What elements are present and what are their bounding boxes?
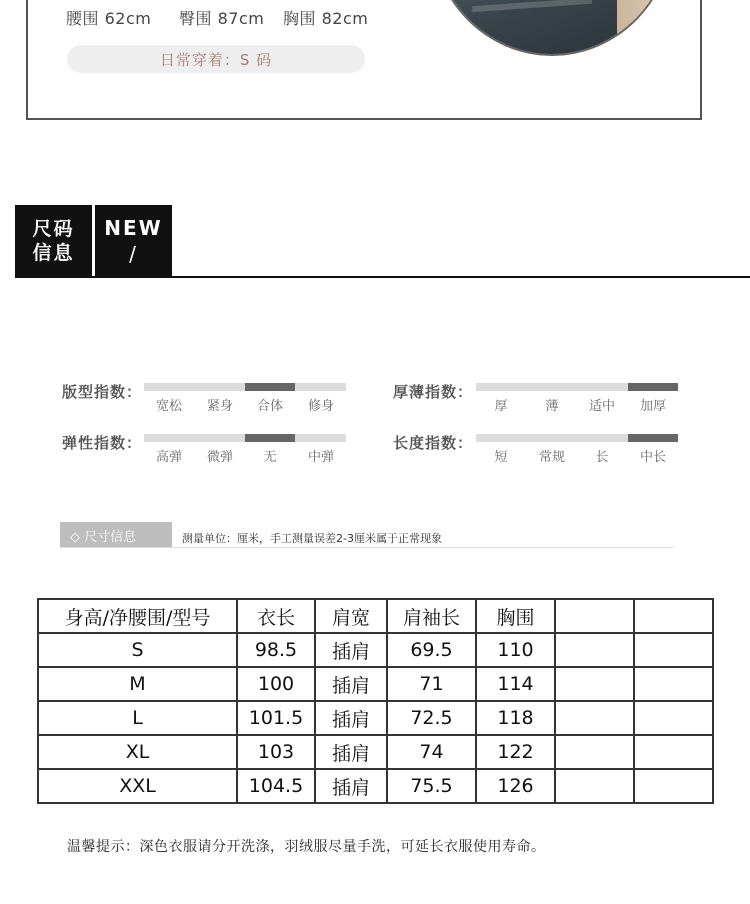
empty-cell xyxy=(634,701,713,735)
length-index-label: 长度指数： xyxy=(393,434,474,452)
table-header-cell xyxy=(634,599,713,633)
hip-measurement: 臀围 87cm xyxy=(179,9,265,28)
table-header-cell: 衣长 xyxy=(237,599,315,633)
empty-cell xyxy=(555,667,634,701)
sleeve-cell: 75.5 xyxy=(387,769,476,803)
size-cell: M xyxy=(38,667,237,701)
empty-cell xyxy=(555,633,634,667)
thickness-index-selected xyxy=(628,383,678,391)
chest-cell: 114 xyxy=(476,667,555,701)
shoulder-cell: 插肩 xyxy=(315,735,387,769)
fit-index-bar xyxy=(144,383,346,391)
size-info-title-tag xyxy=(15,205,92,277)
thickness-index-bar xyxy=(476,383,678,391)
table-header-cell: 身高/净腰围/型号 xyxy=(38,599,237,633)
chest-measurement: 胸围 82cm xyxy=(283,9,369,28)
fit-option: 修身 xyxy=(307,399,334,414)
elasticity-option: 微弹 xyxy=(206,450,233,465)
chest-cell: 126 xyxy=(476,769,555,803)
chest-cell: 122 xyxy=(476,735,555,769)
shoulder-cell: 插肩 xyxy=(315,633,387,667)
table-header-cell: 肩宽 xyxy=(315,599,387,633)
table-header-row xyxy=(38,599,713,633)
thickness-option: 薄 xyxy=(545,399,559,414)
elasticity-index-label: 弹性指数： xyxy=(62,434,143,452)
thickness-option: 厚 xyxy=(494,399,508,414)
table-row xyxy=(38,667,713,701)
thickness-option: 加厚 xyxy=(639,399,666,414)
fit-index-selected xyxy=(245,383,295,391)
sleeve-cell: 74 xyxy=(387,735,476,769)
empty-cell xyxy=(555,735,634,769)
fit-option: 宽松 xyxy=(155,399,182,414)
table-header-cell: 肩袖长 xyxy=(387,599,476,633)
sleeve-cell: 69.5 xyxy=(387,633,476,667)
sleeve-cell: 71 xyxy=(387,667,476,701)
length-cell: 101.5 xyxy=(237,701,315,735)
size-cell: S xyxy=(38,633,237,667)
new-tag xyxy=(95,205,172,277)
length-option: 短 xyxy=(494,450,508,465)
empty-cell xyxy=(555,701,634,735)
length-cell: 100 xyxy=(237,667,315,701)
length-option: 常规 xyxy=(538,450,565,465)
measurement-note: 测量单位：厘米，手工测量误差2-3厘米属于正常现象 xyxy=(182,532,442,545)
empty-cell xyxy=(634,769,713,803)
sleeve-cell: 72.5 xyxy=(387,701,476,735)
model-photo xyxy=(430,0,674,56)
size-cell: XXL xyxy=(38,769,237,803)
section-divider xyxy=(15,276,750,278)
length-index-bar xyxy=(476,434,678,442)
size-table xyxy=(37,598,714,804)
size-info-underline xyxy=(60,547,674,548)
waist-measurement: 腰围 62cm xyxy=(66,9,152,28)
empty-cell xyxy=(634,633,713,667)
new-slash: / xyxy=(129,242,138,266)
new-label: NEW xyxy=(104,216,163,240)
shoulder-cell: 插肩 xyxy=(315,667,387,701)
length-index-selected xyxy=(628,434,678,442)
elasticity-option: 中弹 xyxy=(307,450,334,465)
length-cell: 104.5 xyxy=(237,769,315,803)
table-header-cell xyxy=(555,599,634,633)
fit-index-label: 版型指数： xyxy=(62,383,143,401)
length-cell: 98.5 xyxy=(237,633,315,667)
elasticity-option: 高弹 xyxy=(155,450,182,465)
chest-cell: 118 xyxy=(476,701,555,735)
shoulder-cell: 插肩 xyxy=(315,769,387,803)
chest-cell: 110 xyxy=(476,633,555,667)
length-option: 长 xyxy=(595,450,609,465)
daily-size-pill: 日常穿着：S 码 xyxy=(67,45,365,73)
size-info-tag: ◇ 尺寸信息 xyxy=(60,522,172,548)
thickness-option: 适中 xyxy=(588,399,615,414)
empty-cell xyxy=(555,769,634,803)
fit-option: 紧身 xyxy=(206,399,233,414)
length-option: 中长 xyxy=(639,450,666,465)
table-row xyxy=(38,735,713,769)
empty-cell xyxy=(634,667,713,701)
fit-option: 合体 xyxy=(256,399,283,414)
title-line-1: 尺码 xyxy=(32,218,75,240)
title-line-2: 信息 xyxy=(32,242,75,264)
shoulder-cell: 插肩 xyxy=(315,701,387,735)
elasticity-index-selected xyxy=(245,434,295,442)
size-cell: XL xyxy=(38,735,237,769)
length-cell: 103 xyxy=(237,735,315,769)
table-row xyxy=(38,701,713,735)
size-cell: L xyxy=(38,701,237,735)
thickness-index-label: 厚薄指数： xyxy=(393,383,474,401)
table-header-cell: 胸围 xyxy=(476,599,555,633)
empty-cell xyxy=(634,735,713,769)
table-row xyxy=(38,633,713,667)
care-tip: 温馨提示：深色衣服请分开洗涤，羽绒服尽量手洗，可延长衣服使用寿命。 xyxy=(67,839,546,855)
table-row xyxy=(38,769,713,803)
elasticity-index-bar xyxy=(144,434,346,442)
elasticity-option: 无 xyxy=(263,450,277,465)
